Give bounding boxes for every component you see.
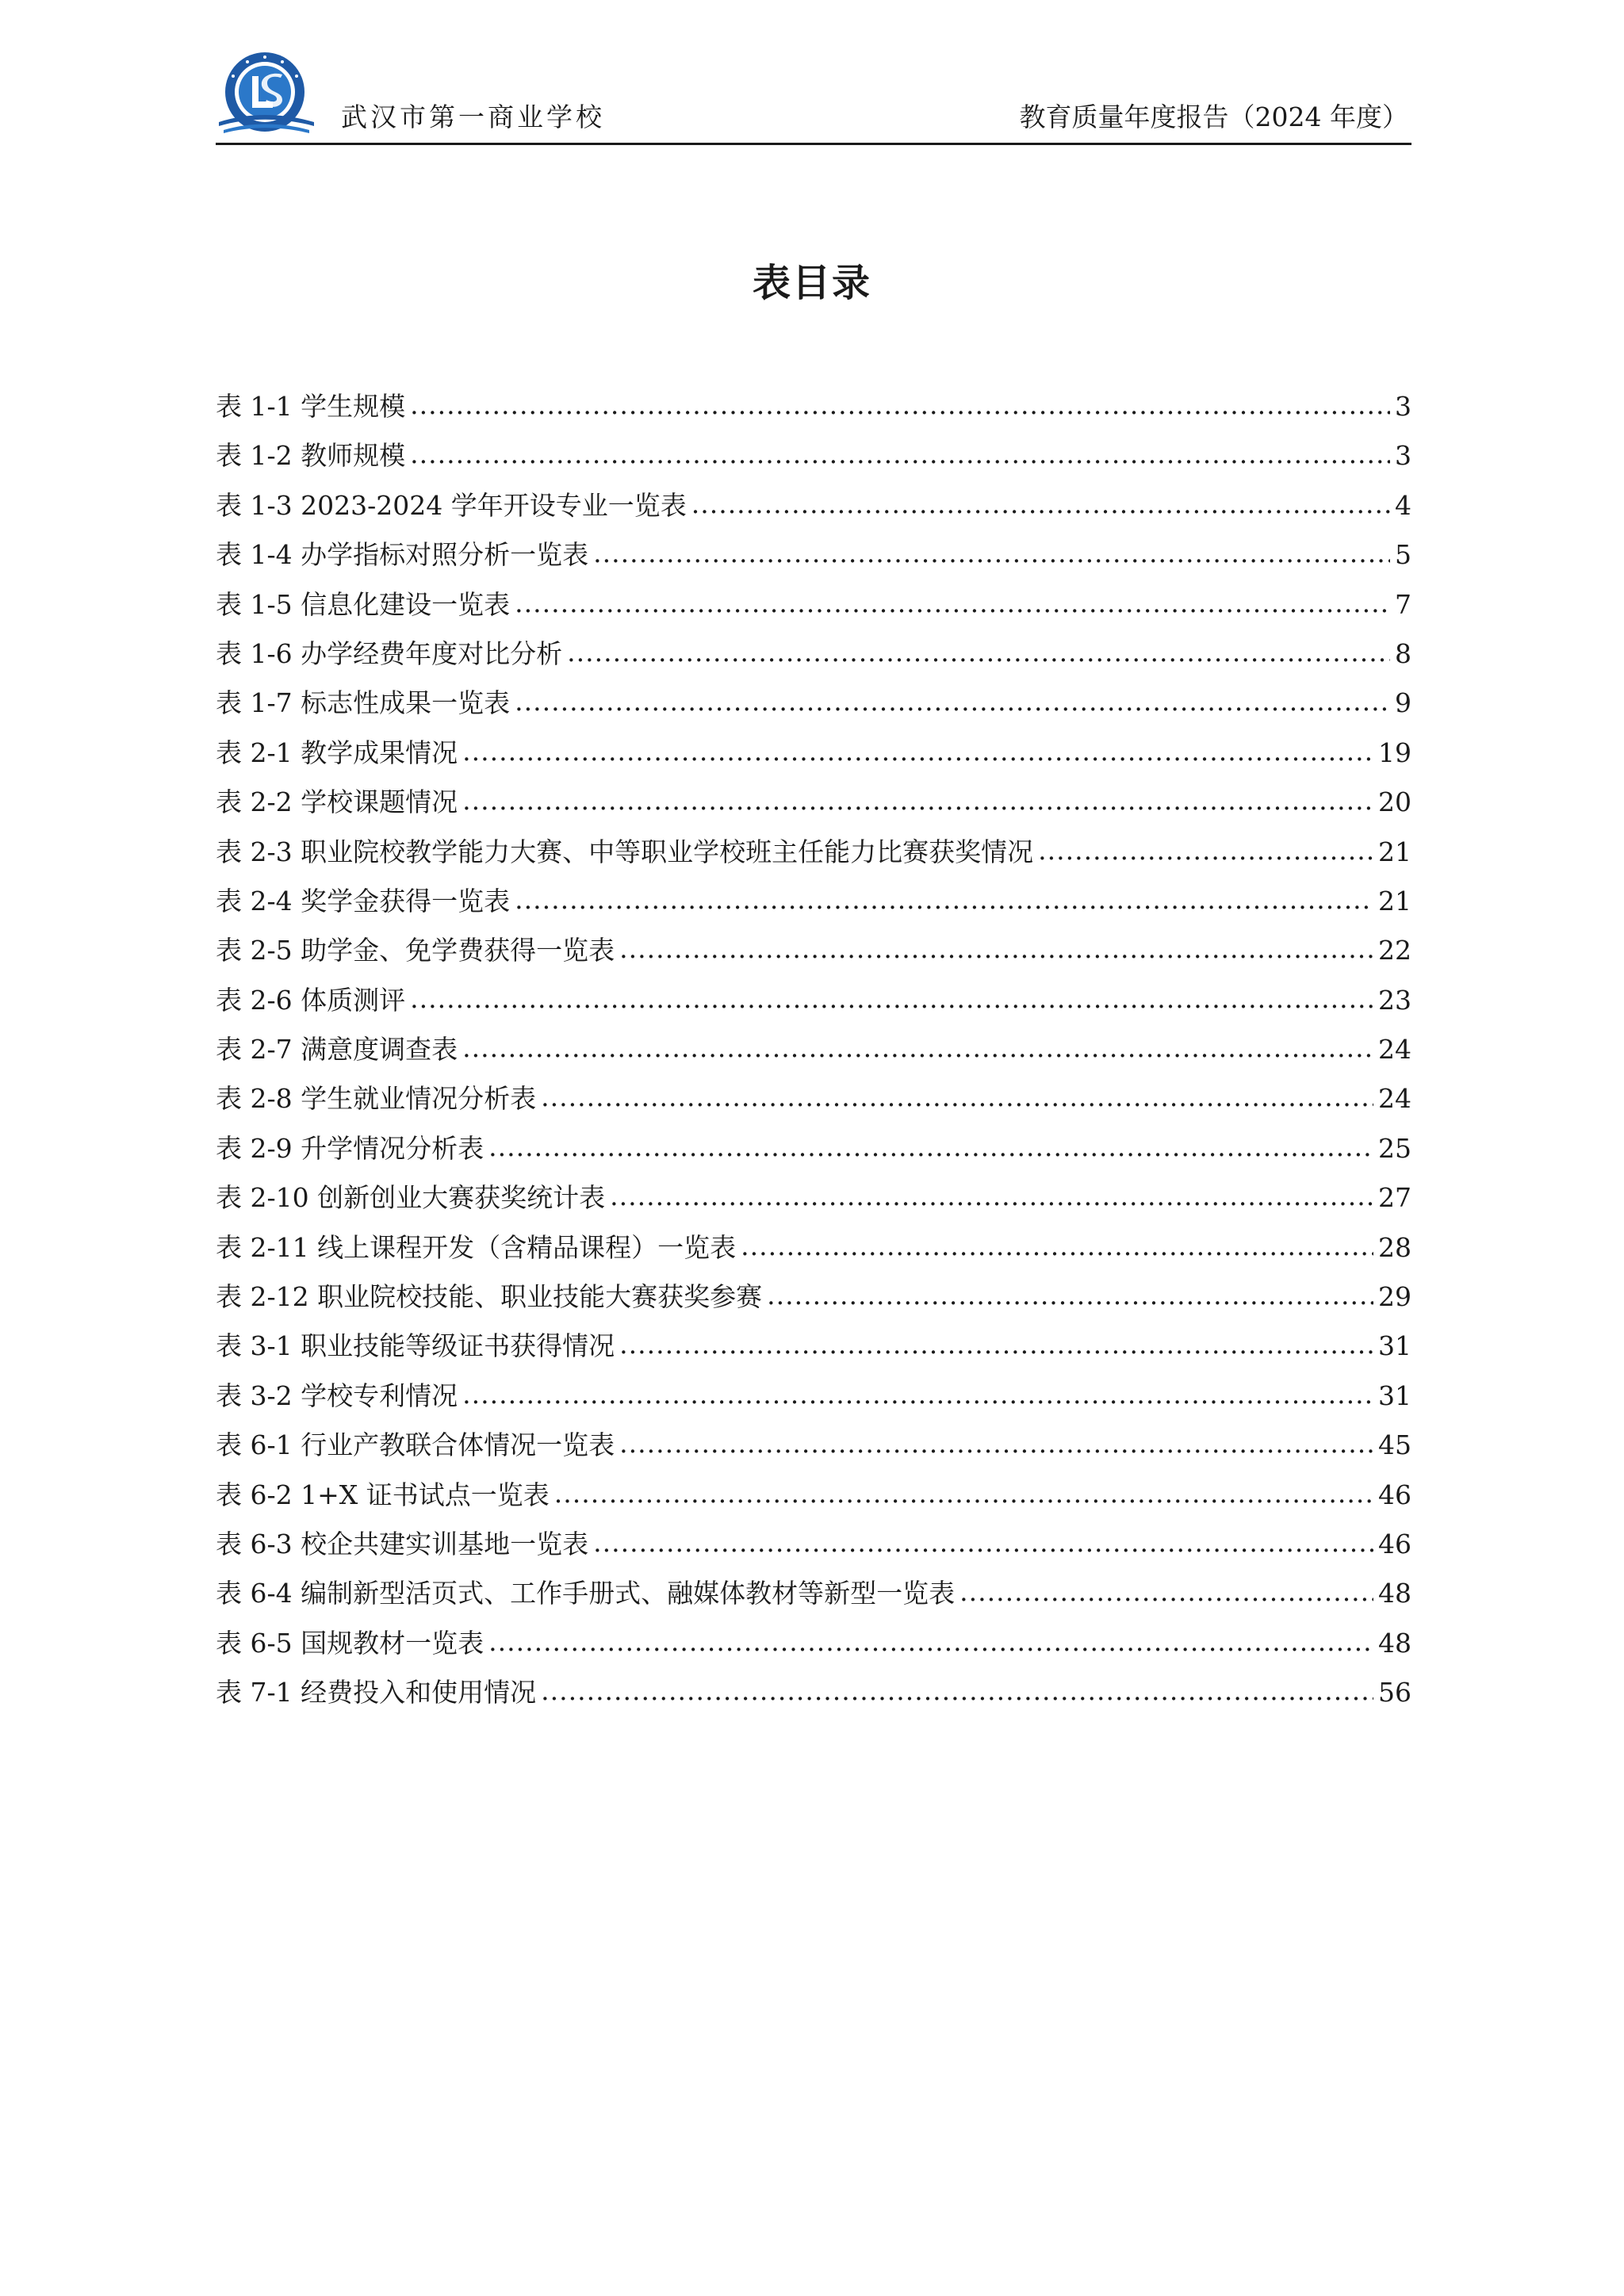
toc-entry-label: 表 1-7 标志性成果一览表 <box>216 687 511 719</box>
toc-entry-page-number: 5 <box>1395 539 1411 571</box>
toc-entry-label: 表 2-11 线上课程开发（含精品课程）一览表 <box>216 1231 737 1263</box>
toc-entry[interactable] <box>216 1569 1411 1618</box>
toc-entry[interactable] <box>216 1025 1411 1074</box>
toc-entry[interactable] <box>216 1074 1411 1123</box>
toc-entry-page-number: 48 <box>1378 1627 1411 1659</box>
toc-dot-leader <box>410 974 1373 1024</box>
toc-dot-leader <box>462 1024 1373 1073</box>
toc-dot-leader <box>410 381 1390 430</box>
toc-entry-label: 表 1-3 2023-2024 学年开设专业一览表 <box>216 489 687 521</box>
toc-entry[interactable] <box>216 926 1411 975</box>
toc-entry-label: 表 6-4 编制新型活页式、工作手册式、融媒体教材等新型一览表 <box>216 1578 956 1609</box>
toc-entry[interactable] <box>216 1272 1411 1322</box>
toc-entry[interactable] <box>216 580 1411 629</box>
toc-entry-label: 表 2-4 奖学金获得一览表 <box>216 885 511 916</box>
toc-entry-label: 表 6-1 行业产教联合体情况一览表 <box>216 1429 615 1461</box>
toc-entry-page-number: 46 <box>1378 1528 1411 1559</box>
toc-entry-page-number: 19 <box>1378 737 1411 768</box>
toc-entry-label: 表 1-5 信息化建设一览表 <box>216 588 511 620</box>
toc-entry-page-number: 21 <box>1378 885 1411 916</box>
toc-dot-leader <box>541 1073 1373 1122</box>
toc-dot-leader <box>1038 826 1373 875</box>
toc-entry[interactable] <box>216 1173 1411 1223</box>
toc-dot-leader <box>462 776 1373 825</box>
toc-entry-page-number: 27 <box>1378 1182 1411 1214</box>
toc-entry[interactable] <box>216 679 1411 728</box>
toc-dot-leader <box>515 579 1390 628</box>
page-header <box>216 49 1411 145</box>
toc-entry-label: 表 1-4 办学指标对照分析一览表 <box>216 539 589 571</box>
school-name: 武汉市第一商业学校 <box>341 101 605 132</box>
report-title: 教育质量年度报告（2024 年度） <box>1019 101 1408 132</box>
toc-dot-leader <box>515 875 1373 924</box>
toc-entry-label: 表 6-3 校企共建实训基地一览表 <box>216 1528 589 1559</box>
toc-dot-leader <box>619 924 1373 974</box>
toc-dot-leader <box>593 1518 1373 1567</box>
toc-dot-leader <box>619 1419 1373 1468</box>
toc-entry-page-number: 8 <box>1395 637 1411 669</box>
toc-entry[interactable] <box>216 1619 1411 1668</box>
toc-entry-label: 表 2-2 学校课题情况 <box>216 786 458 818</box>
toc-dot-leader <box>691 480 1390 529</box>
toc-entry-label: 表 2-10 创新创业大赛获奖统计表 <box>216 1182 606 1214</box>
toc-entry-page-number: 9 <box>1395 687 1411 719</box>
toc-entry-label: 表 1-6 办学经费年度对比分析 <box>216 637 563 669</box>
toc-entry-label: 表 6-2 1+X 证书试点一览表 <box>216 1479 550 1510</box>
toc-entry-label: 表 2-5 助学金、免学费获得一览表 <box>216 935 615 966</box>
toc-dot-leader <box>488 1617 1373 1667</box>
toc-entry[interactable] <box>216 431 1411 480</box>
toc-entry-label: 表 2-9 升学情况分析表 <box>216 1132 485 1164</box>
toc-entry-page-number: 29 <box>1378 1281 1411 1313</box>
toc-dot-leader <box>515 677 1390 726</box>
school-logo-icon <box>216 49 319 143</box>
toc-entry[interactable] <box>216 1421 1411 1470</box>
toc-entry[interactable] <box>216 729 1411 778</box>
toc-entry-page-number: 23 <box>1378 984 1411 1016</box>
toc-entry-page-number: 21 <box>1378 836 1411 867</box>
toc-dot-leader <box>554 1469 1373 1518</box>
toc-dot-leader <box>462 1370 1373 1419</box>
toc-entry[interactable] <box>216 382 1411 431</box>
toc-dot-leader <box>959 1567 1373 1617</box>
toc-entry-page-number: 24 <box>1378 1083 1411 1115</box>
toc-entry[interactable] <box>216 481 1411 530</box>
toc-entry-label: 表 3-2 学校专利情况 <box>216 1380 458 1411</box>
toc-entry-page-number: 46 <box>1378 1479 1411 1510</box>
toc-dot-leader <box>741 1222 1373 1271</box>
toc-entry-label: 表 2-8 学生就业情况分析表 <box>216 1083 537 1115</box>
toc-entry-page-number: 25 <box>1378 1132 1411 1164</box>
toc-entry[interactable] <box>216 877 1411 926</box>
toc-dot-leader <box>619 1320 1373 1369</box>
toc-entry-label: 表 2-6 体质测评 <box>216 984 406 1016</box>
toc-dot-leader <box>488 1123 1373 1172</box>
toc-entry-label: 表 6-5 国规教材一览表 <box>216 1627 485 1659</box>
toc-dot-leader <box>462 727 1373 776</box>
toc-entry-label: 表 2-7 满意度调查表 <box>216 1034 458 1066</box>
toc-entry-label: 表 3-1 职业技能等级证书获得情况 <box>216 1330 615 1362</box>
toc-dot-leader <box>567 628 1390 677</box>
toc-entry-label: 表 1-2 教师规模 <box>216 440 406 472</box>
page-title: 表目录 <box>752 261 871 305</box>
toc-entry-page-number: 4 <box>1395 489 1411 521</box>
toc-entry[interactable] <box>216 778 1411 827</box>
toc-entry-page-number: 48 <box>1378 1578 1411 1609</box>
toc-entry-page-number: 31 <box>1378 1330 1411 1362</box>
toc-dot-leader <box>593 529 1390 578</box>
toc-entry[interactable] <box>216 1372 1411 1421</box>
toc-entry-label: 表 7-1 经费投入和使用情况 <box>216 1677 537 1709</box>
toc-entry-page-number: 31 <box>1378 1380 1411 1411</box>
toc-entry-page-number: 22 <box>1378 935 1411 966</box>
toc-entry-label: 表 2-12 职业院校技能、职业技能大赛获奖参赛 <box>216 1281 763 1313</box>
toc-entry-page-number: 56 <box>1378 1677 1411 1709</box>
toc-entry-page-number: 20 <box>1378 786 1411 818</box>
toc-dot-leader <box>541 1667 1373 1716</box>
toc-entry-page-number: 7 <box>1395 588 1411 620</box>
toc-dot-leader <box>410 430 1390 479</box>
toc-entry-page-number: 28 <box>1378 1231 1411 1263</box>
toc-dot-leader <box>610 1172 1373 1221</box>
toc-entry-label: 表 2-1 教学成果情况 <box>216 737 458 768</box>
toc-entry-label: 表 2-3 职业院校教学能力大赛、中等职业学校班主任能力比赛获奖情况 <box>216 836 1034 867</box>
toc-entry[interactable] <box>216 1223 1411 1272</box>
toc-entry-page-number: 3 <box>1395 440 1411 472</box>
toc-dot-leader <box>767 1271 1373 1320</box>
toc-entry-page-number: 24 <box>1378 1034 1411 1066</box>
toc-entry-label: 表 1-1 学生规模 <box>216 391 406 422</box>
toc-entry[interactable] <box>216 530 1411 580</box>
toc-entry[interactable] <box>216 1471 1411 1520</box>
table-of-tables <box>216 382 1411 1718</box>
toc-entry[interactable] <box>216 1322 1411 1371</box>
toc-entry[interactable] <box>216 1124 1411 1173</box>
toc-entry-page-number: 3 <box>1395 391 1411 422</box>
toc-entry-page-number: 45 <box>1378 1429 1411 1461</box>
toc-entry[interactable] <box>216 828 1411 877</box>
toc-entry[interactable] <box>216 1668 1411 1717</box>
toc-entry[interactable] <box>216 1520 1411 1569</box>
toc-entry[interactable] <box>216 629 1411 679</box>
toc-entry[interactable] <box>216 976 1411 1025</box>
